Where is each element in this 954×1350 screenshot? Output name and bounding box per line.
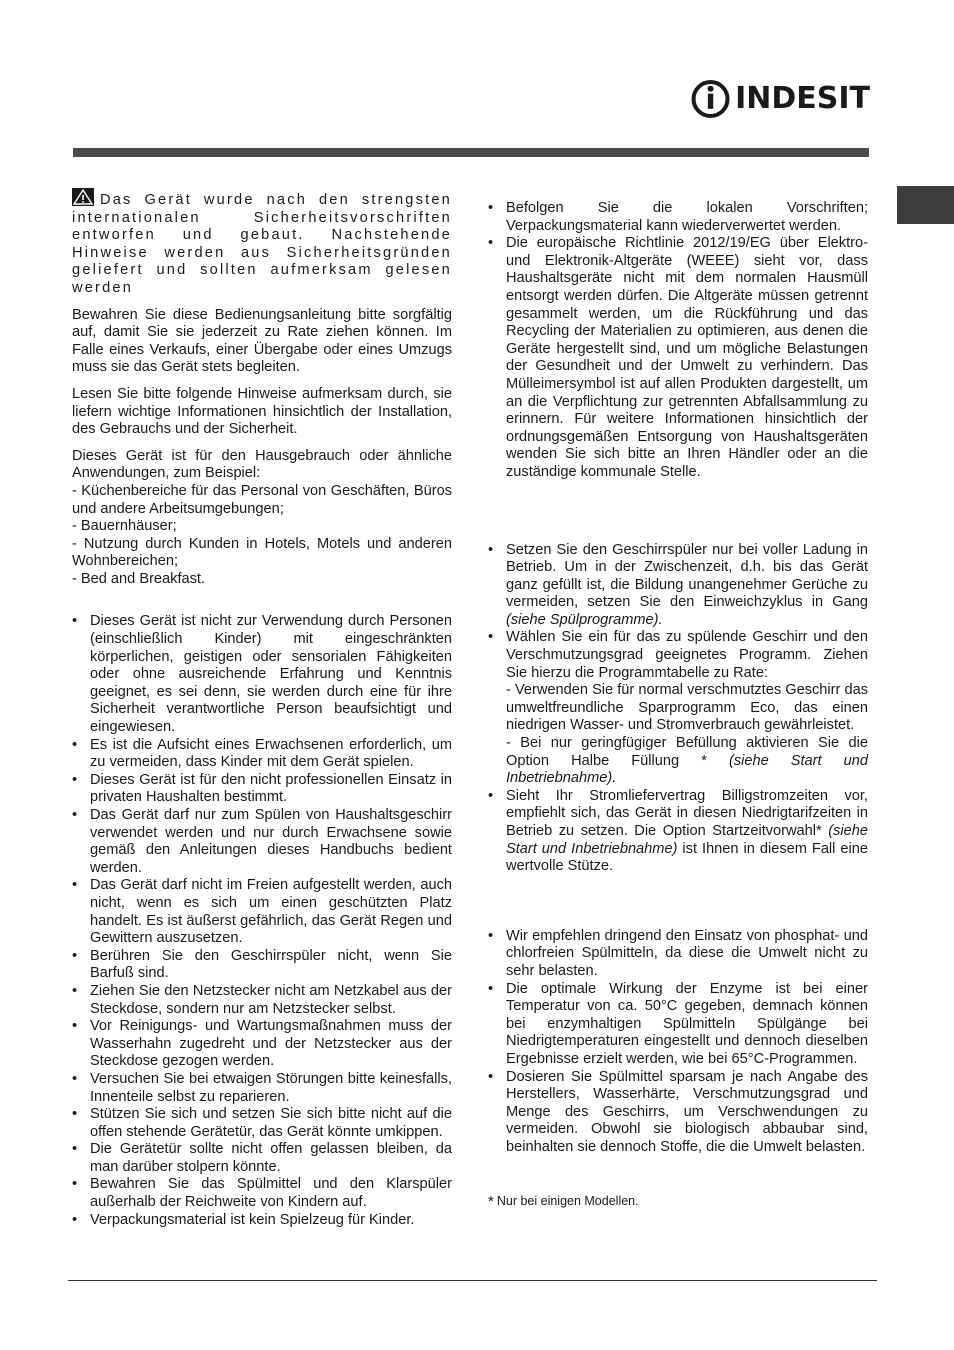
right-column: [488, 188, 868, 1210]
usage-line: - Nutzung durch Kunden in Hotels, Motels und anderen Wohnbereichen;: [72, 535, 452, 570]
list-item: • Setzen Sie den Geschirrspüler nur bei voller Ladung in Betrieb. Um in der Zwischenzeit, d.h. bis das Gerät ganz gefüllt ist, die Bildung unangenehmer Gerüche zu vermeiden, setzen Sie den Einweichzyklus in Gang (siehe Spülprogramme).: [488, 542, 868, 630]
section-tab: [897, 186, 954, 224]
usage-line: - Bauernhäuser;: [72, 518, 177, 535]
saving-list: [488, 542, 868, 876]
usage-line: - Küchenbereiche für das Personal von Geschäften, Büros und andere Arbeitsumgebungen;: [72, 482, 452, 517]
list-item: • Es ist die Aufsicht eines Erwachsenen erforderlich, um zu vermeiden, dass Kinder mit dem Gerät spielen.: [72, 737, 452, 772]
brand-logo: [690, 74, 870, 124]
list-item: • Versuchen Sie bei etwaigen Störungen bitte keinesfalls, Innenteile selbst zu reparieren.: [72, 1071, 452, 1106]
usage-line: - Bed and Breakfast.: [72, 570, 206, 587]
list-item: • Dieses Gerät ist nicht zur Verwendung durch Personen (einschließlich Kinder) mit eingeschränkten körperlichen, geistigen oder sensorialen Fähigkeiten oder ohne ausreichende Erfahrung und Kenntnis geeignet, es sei denn, sie werden durch eine für ihre Sicherheit verantwortliche Person beaufsichtigt und eingewiesen.: [72, 613, 452, 736]
list-item: • Dieses Gerät ist für den nicht professionellen Einsatz in privaten Haushalten bestimmt.: [72, 772, 452, 807]
disposal-more: Für weitere Informationen hinsichtlich der ordnungsgemäßen Entsorgung von Haushaltsgeräten wenden Sie sich bitte an Ihren Händler oder an die zuständige kommunale Stelle.: [506, 411, 868, 480]
list-item: • Das Gerät darf nicht im Freien aufgestellt werden, auch nicht, wenn es sich um einen geschützten Platz handelt. Es ist äußerst gefährlich, das Gerät Regen und Gewittern auszusetzen.: [72, 877, 452, 947]
list-item: • Wählen Sie ein für das zu spülende Geschirr und den Verschmutzungsgrad geeignetes Programm. Ziehen Sie hierzu die Programmtabelle zu Rate: - Verwenden Sie für normal verschmutztes Geschirr das umweltfreundliche Sparprogramm Eco, das einen niedrigen Wasser- und Stromverbrauch gewährleistet. - Bei nur geringfügiger Befüllung aktivieren Sie die Option Halbe Füllung * (siehe Start und Inbetriebnahme).: [488, 629, 868, 787]
left-column: [72, 188, 452, 1229]
list-item: • Dosieren Sie Spülmittel sparsam je nach Angabe des Herstellers, Wasserhärte, Verschmutzungsgrad und Menge des Geschirrs, um Verschwendungen zu vermeiden. Obwohl sie biologisch abbaubar sind, beinhalten sie dennoch Stoffe, die die Umwelt belasten.: [488, 1069, 868, 1157]
cross-reference: (siehe Start und Inbetriebnahme): [506, 823, 868, 857]
footnote: * Nur bei einigen Modellen.: [488, 1192, 639, 1210]
list-item: • Die europäische Richtlinie 2012/19/EG über Elektro- und Elektronik-Altgeräte (WEEE) sieht vor, dass Haushaltsgeräte nicht mit dem normalen Hausmüll entsorgt werden dürfen. Die Altgeräte müssen getrennt gesammelt werden, um die Rückführung und das Recycling der Materialien zu optimieren, aus denen die Geräte hergestellt sind, und um mögliche Belastungen der Gesundheit und der Umwelt zu verhindern. Das Mülleimersymbol ist auf allen Produkten dargestellt, um an die Verpflichtung zur getrennten Abfallsammlung zu erinnern. Für weitere Informationen hinsichtlich der ordnungsgemäßen Entsorgung von Haushaltsgeräten wenden Sie sich bitte an Ihren Händler oder an die zuständige kommunale Stelle.: [488, 235, 868, 481]
list-item: • Stützen Sie sich und setzen Sie sich bitte nicht auf die offen stehende Gerätetür, das Gerät könnte umkippen.: [72, 1106, 452, 1141]
footer-rule: [68, 1280, 877, 1281]
list-item: • Bewahren Sie das Spülmittel und den Klarspüler außerhalb der Reichweite von Kindern auf.: [72, 1176, 452, 1211]
cross-reference: (siehe Spülprogramme).: [506, 611, 663, 628]
read-paragraph: Lesen Sie bitte folgende Hinweise aufmerksam durch, sie liefern wichtige Informationen hinsichtlich der Installation, des Gebrauchs und der Sicherheit.: [72, 385, 452, 438]
usage-paragraph: Dieses Gerät ist für den Hausgebrauch oder ähnliche Anwendungen, zum Beispiel:: [72, 447, 452, 482]
list-item: • Befolgen Sie die lokalen Vorschriften; Verpackungsmaterial kann wiederverwertet werden.: [488, 200, 868, 235]
safety-list: [72, 613, 452, 1229]
list-item: • Das Gerät darf nur zum Spülen von Haushaltsgeschirr verwendet werden und nur durch Erwachsene sowie gemäß den Anleitungen dieses Handbuchs bedient werden.: [72, 807, 452, 877]
list-item: • Verpackungsmaterial ist kein Spielzeug für Kinder.: [72, 1212, 452, 1230]
header-bar: [73, 148, 869, 157]
list-item: • Die Gerätetür sollte nicht offen gelassen bleiben, da man darüber stolpern könnte.: [72, 1141, 452, 1176]
warning-icon: [72, 188, 94, 206]
cross-reference: (siehe Start und Inbetriebnahme).: [506, 752, 869, 787]
storage-paragraph: Bewahren Sie diese Bedienungsanleitung bitte sorgfältig auf, damit Sie sie jederzeit zu Rate ziehen können. Im Falle eines Verkaufs, einer Übergabe oder eines Umzugs muss sie das Gerät stets begleiten.: [72, 306, 452, 376]
detergent-list: [488, 928, 868, 1157]
list-item: • Vor Reinigungs- und Wartungsmaßnahmen muss der Wasserhahn zugedreht und der Netzstecker aus der Steckdose gezogen werden.: [72, 1018, 452, 1071]
disposal-list: [488, 200, 868, 482]
list-item: • Die optimale Wirkung der Enzyme ist bei einer Temperatur von ca. 50°C gegeben, demnach können bei enzymhaltigen Spülmitteln Spülgänge bei Niedrigtemperaturen eingestellt und dennoch dieselben Ergebnisse erzielt werden, wie bei 65°C-Programmen.: [488, 981, 868, 1069]
indesit-logo-icon: [690, 76, 731, 122]
brand-name: INDESIT: [735, 81, 870, 116]
intro-paragraph: Das Gerät wurde nach den strengsten internationalen Sicherheitsvorschriften entworfen und gebaut. Nachstehende Hinweise werden aus Sicherheitsgründen geliefert und sollten aufmerksam gelesen werden: [72, 188, 452, 298]
list-item: • Wir empfehlen dringend den Einsatz von phosphat- und chlorfreien Spülmitteln, da diese die Umwelt nicht zu sehr belasten.: [488, 928, 868, 981]
list-item: • Sieht Ihr Stromliefervertrag Billigstromzeiten vor, empfiehlt sich, das Gerät in diesen Niedrigtarifzeiten in Betrieb zu setzen. Die Option Startzeitvorwahl* (siehe Start und Inbetriebnahme) ist Ihnen in diesem Fall eine wertvolle Stütze.: [488, 788, 868, 876]
list-item: • Ziehen Sie den Netzstecker nicht am Netzkabel aus der Steckdose, sondern nur am Netzstecker selbst.: [72, 983, 452, 1018]
list-item: • Berühren Sie den Geschirrspüler nicht, wenn Sie Barfuß sind.: [72, 948, 452, 983]
